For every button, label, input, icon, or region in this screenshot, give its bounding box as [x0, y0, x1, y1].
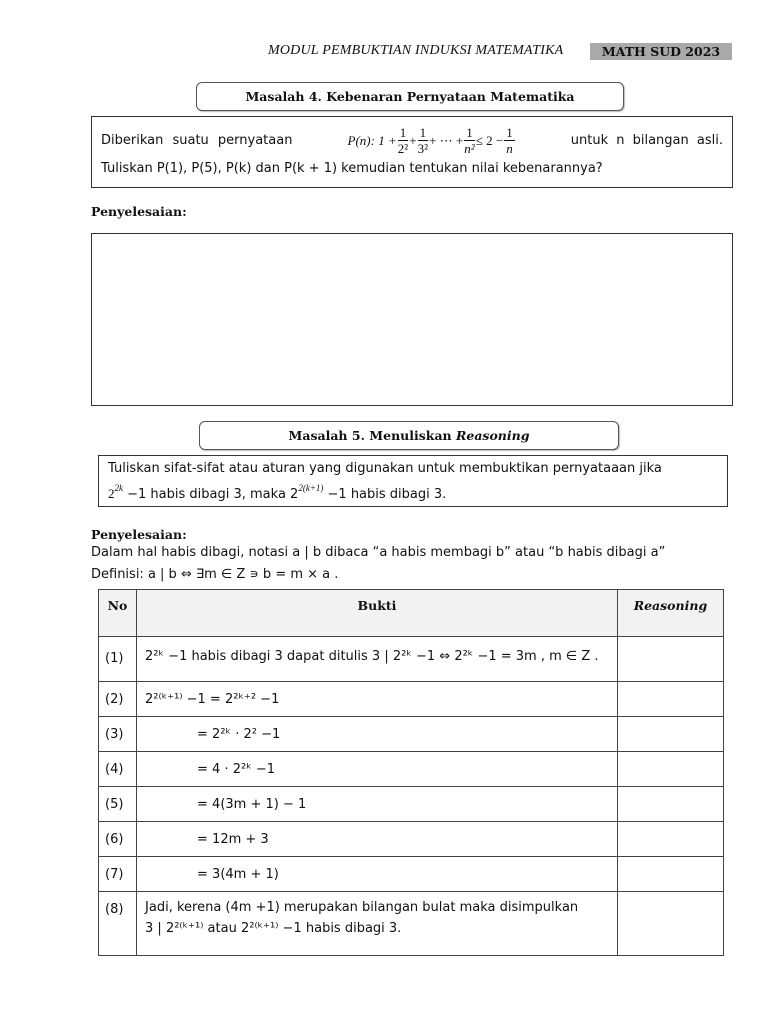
row-bukti: 2²ᵏ −1 habis dibagi 3 dapat ditulis 3 | 2²ᵏ −1 ⇔ 2²ᵏ −1 = 3m , m ∈ Z .: [137, 637, 618, 682]
problem4-answer-box[interactable]: [91, 233, 733, 406]
header-no: No: [99, 590, 137, 637]
header-reasoning: Reasoning: [617, 590, 723, 637]
notation-note: Dalam hal habis dibagi, notasi a | b dibaca “a habis membagi b” atau “b habis dibagi a”: [91, 545, 666, 560]
row-number: (1): [99, 637, 137, 682]
problem4-solution-label: Penyelesaian:: [91, 204, 187, 219]
problem4-title: Masalah 4. Kebenaran Pernyataan Matematika: [196, 82, 624, 111]
row-bukti: = 4(3m + 1) − 1: [137, 787, 618, 822]
table-row: [99, 682, 724, 717]
row-number: (3): [99, 717, 137, 752]
row-number: (2): [99, 682, 137, 717]
table-row: [99, 822, 724, 857]
row-bukti-line1: Jadi, kerena (4m +1) merupakan bilangan bulat maka disimpulkan: [145, 900, 579, 915]
module-title: MODUL PEMBUKTIAN INDUKSI MATEMATIKA: [268, 43, 564, 58]
problem5-title: Masalah 5. Menuliskan Reasoning: [199, 421, 619, 450]
header-bukti: Bukti: [137, 590, 618, 637]
row-number: (6): [99, 822, 137, 857]
problem4-line1: [101, 125, 723, 156]
row-number: (5): [99, 787, 137, 822]
row-reasoning-cell[interactable]: [617, 822, 723, 857]
table-row: [99, 752, 724, 787]
formula-frac-3: $\frac{1}{\text{n²}}$: [464, 125, 475, 156]
table-row: [99, 717, 724, 752]
problem5-solution-label: Penyelesaian:: [91, 527, 187, 542]
row-bukti: [137, 892, 618, 956]
problem4-formula: P(n): 1 + $\frac{1}{\text{2²}}$ + $\frac{1}{\text{3²}}$ + ⋯ + $\frac{1}{\text{n²}}$ ≤ 2 − $\frac{1}{n}$: [347, 125, 513, 156]
problem4-line1-pre: Diberikan suatu pernyataan: [101, 133, 293, 148]
table-header-row: [99, 590, 724, 637]
formula-frac-2: $\frac{1}{\text{3²}}$: [417, 125, 429, 156]
row-bukti: 2²⁽ᵏ⁺¹⁾ −1 = 2²ᵏ⁺² −1: [137, 682, 618, 717]
problem5-task-line1: Tuliskan sifat-sifat atau aturan yang digunakan untuk membuktikan pernyataaan jika: [108, 461, 662, 476]
row-number: (4): [99, 752, 137, 787]
row-bukti-line2: 3 | 2²⁽ᵏ⁺¹⁾ atau 2²⁽ᵏ⁺¹⁾ −1 habis dibagi 3.: [145, 921, 402, 936]
formula-dots: + ⋯ +: [429, 132, 464, 148]
formula-frac-1: $\frac{1}{\text{2²}}$: [397, 125, 409, 156]
row-reasoning-cell[interactable]: [617, 682, 723, 717]
problem4-statement-box: [91, 116, 733, 188]
proof-table: [98, 589, 724, 956]
table-row: [99, 637, 724, 682]
formula-ineq: ≤ 2 −: [475, 132, 504, 148]
problem5-task-box: [98, 455, 728, 507]
row-reasoning-cell[interactable]: [617, 857, 723, 892]
formula-frac-4: $\frac{1}{n}$: [506, 125, 513, 156]
definition-line: Definisi: a | b ⇔ ∃m ∈ Z ∍ b = m × a .: [91, 567, 339, 582]
row-reasoning-cell[interactable]: [617, 787, 723, 822]
row-bukti: = 2²ᵏ · 2² −1: [137, 717, 618, 752]
table-row: [99, 787, 724, 822]
row-reasoning-cell[interactable]: [617, 637, 723, 682]
row-number: (7): [99, 857, 137, 892]
row-reasoning-cell[interactable]: [617, 717, 723, 752]
problem4-line1-post: untuk n bilangan asli.: [570, 133, 723, 148]
row-reasoning-cell[interactable]: [617, 892, 723, 956]
header-badge: MATH SUD 2023: [590, 43, 732, 60]
row-bukti: = 3(4m + 1): [137, 857, 618, 892]
table-row: [99, 892, 724, 956]
problem5-task-line2: $2^{2k} -1$ habis dibagi 3, maka $2^{2(k+1)} -1$ habis dibagi 3.: [108, 483, 447, 502]
problem4-line2: Tuliskan P(1), P(5), P(k) dan P(k + 1) kemudian tentukan nilai kebenarannya?: [101, 161, 603, 176]
table-row: [99, 857, 724, 892]
formula-lhs: P(n): 1 +: [347, 132, 397, 148]
row-bukti: = 12m + 3: [137, 822, 618, 857]
row-bukti: = 4 · 2²ᵏ −1: [137, 752, 618, 787]
row-number: (8): [99, 892, 137, 956]
row-reasoning-cell[interactable]: [617, 752, 723, 787]
